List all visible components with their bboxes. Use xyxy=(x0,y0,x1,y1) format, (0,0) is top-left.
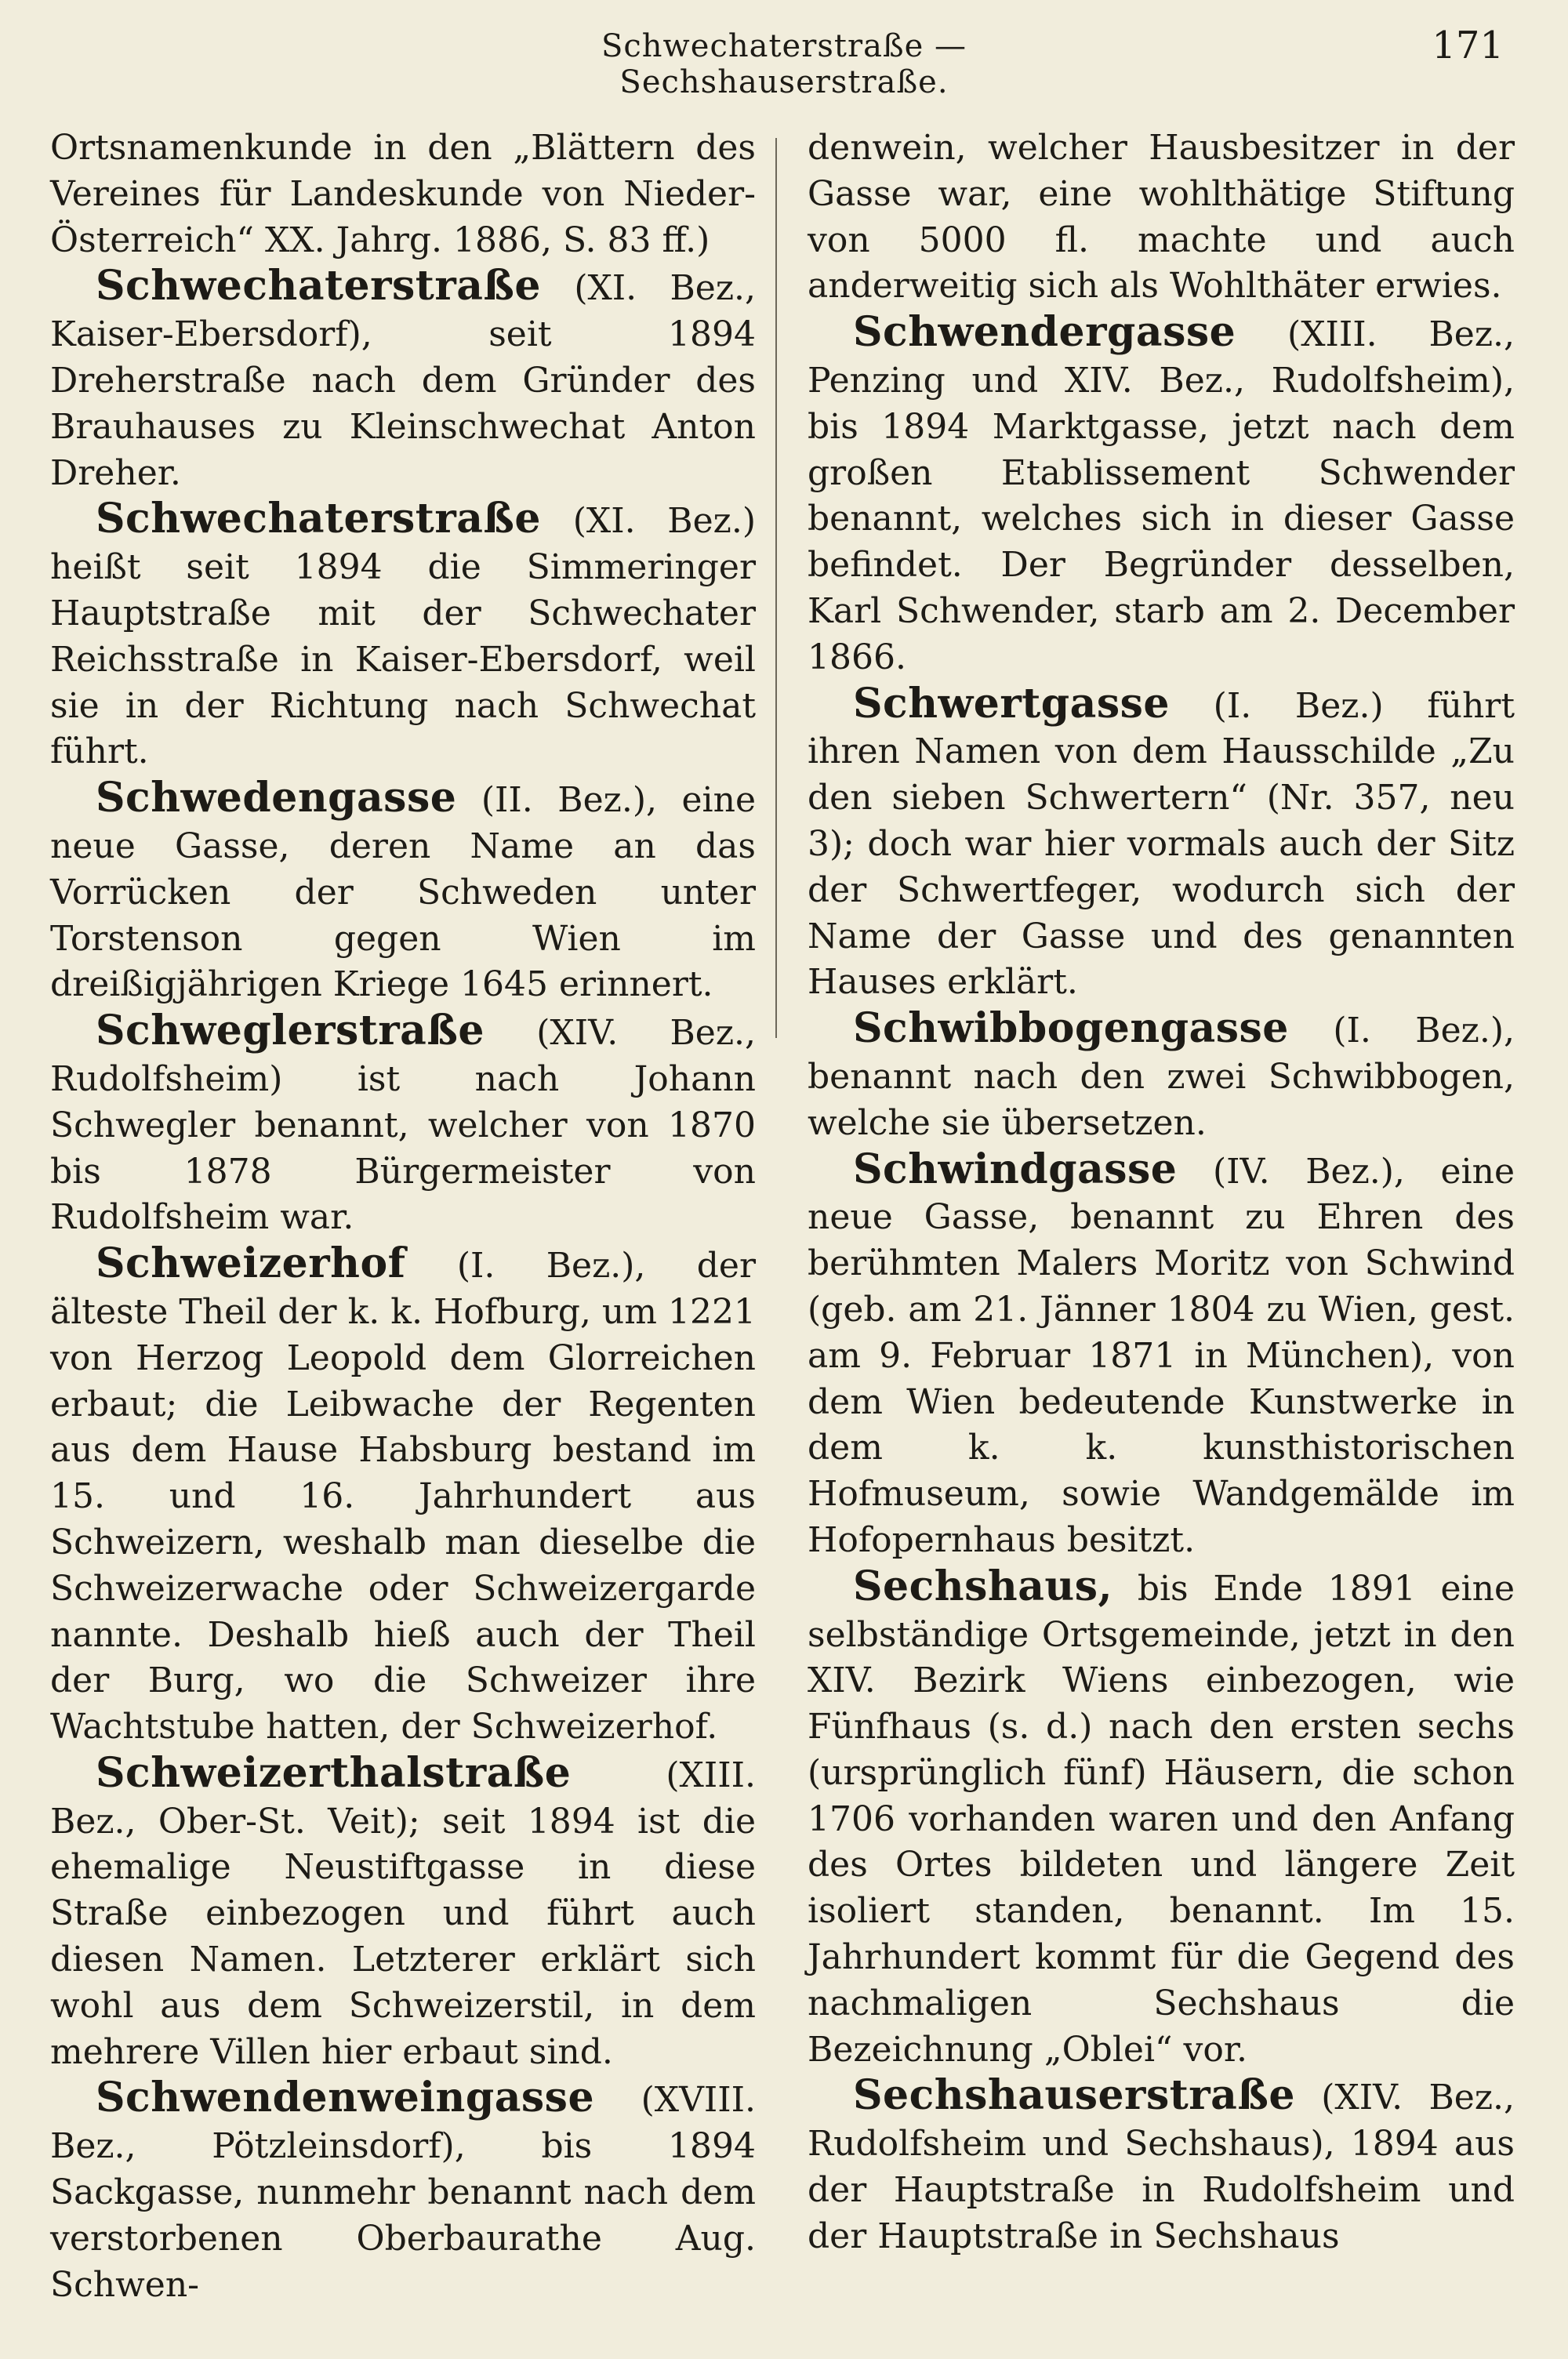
entry-schweizerhof xyxy=(50,1241,756,1751)
continuation-text: denwein, welcher Hausbesitzer in der Gasse war, eine wohlthätige Stiftung von 5000 fl. machte und auch anderweitig sich als Wohlthäter erwies. xyxy=(808,128,1515,307)
entry-schweglerstrasse xyxy=(50,1008,756,1241)
headword: Schweizerhof xyxy=(96,1239,406,1288)
entry-sechshauserstrasse xyxy=(808,2073,1515,2259)
entry-text: (I. Bez.), benannt nach den zwei Schwibbogen, welche sie übersetzen. xyxy=(808,1011,1515,1143)
page-number: 171 xyxy=(1432,24,1504,67)
entry-text: (XVIII. Bez., Pötzleinsdorf), bis 1894 Sackgasse, nunmehr benannt nach dem verstorbenen Oberbaurathe Aug. Schwen- xyxy=(50,2080,756,2305)
headword: Schwechaterstraße xyxy=(96,495,542,543)
entry-text: (XIII. Bez., Penzing und XIV. Bez., Rudolfsheim), bis 1894 Marktgasse, jetzt nach dem großen Etablissement Schwender benannt, welches sich in dieser Gasse befindet. Der Begründer desselben, Karl Schwender, starb am 2. December 1866. xyxy=(808,314,1515,677)
entry-schwindgasse xyxy=(808,1147,1515,1564)
headword: Schwibbogengasse xyxy=(853,1004,1289,1053)
headword: Schwedengasse xyxy=(96,774,457,822)
entry-text: (XIV. Bez., Rudolfsheim und Sechshaus), 1894 aus der Hauptstraße in Rudolfsheim und der Hauptstraße in Sechshaus xyxy=(808,2078,1515,2256)
entry-schwertgasse xyxy=(808,681,1515,1007)
entry-text: (XI. Bez.) heißt seit 1894 die Simmeringer Hauptstraße mit der Schwechater Reichsstraße in Kaiser-Ebersdorf, weil sie in der Richtung nach Schwechat führt. xyxy=(50,501,756,772)
continuation-text: Ortsnamenkunde in den „Blättern des Vereines für Landeskunde von Nieder-Österreich“ XX. Jahrg. 1886, S. 83 ff.) xyxy=(50,128,756,260)
entry-text: (XI. Bez., Kaiser-Ebersdorf), seit 1894 Dreherstraße nach dem Gründer des Brauhauses zu Kleinschwechat Anton Dreher. xyxy=(50,268,756,493)
left-column xyxy=(50,125,756,2308)
entry-text: (II. Bez.), eine neue Gasse, deren Name an das Vorrücken der Schweden unter Torstenson gegen Wien im dreißigjährigen Kriege 1645 erinnert. xyxy=(50,780,756,1005)
headword: Schwertgasse xyxy=(853,679,1170,728)
headword: Schwechaterstraße xyxy=(96,262,542,310)
entry-text: bis Ende 1891 eine selbständige Ortsgemeinde, jetzt in den XIV. Bezirk Wiens einbezogen, wie Fünfhaus (s. d.) nach den ersten sechs (ursprünglich fünf) Häusern, die schon 1706 vorhanden waren und den Anfang des Ortes bildeten und längere Zeit isoliert standen, benannt. Im 15. Jahrhundert kommt für die Gegend des nachmaligen Sechshaus die Bezeichnung „Oblei“ vor. xyxy=(808,1568,1515,2070)
entry-schweizerthalstrasse xyxy=(50,1748,756,2076)
entry-sechshaus xyxy=(808,1564,1515,2074)
entry-schwendenweingasse xyxy=(50,2075,756,2308)
entry-text: (I. Bez.), der älteste Theil der k. k. Hofburg, um 1221 von Herzog Leopold dem Glorreichen erbaut; die Leibwache der Regenten aus dem Hause Habsburg bestand im 15. und 16. Jahrhundert aus Schweizern, weshalb man dieselbe die Schweizerwache oder Schweizergarde nannte. Deshalb hieß auch der Theil der Burg, wo die Schweizer ihre Wachtstube hatten, der Schweizerhof. xyxy=(50,1246,756,1747)
entry-schwendergasse xyxy=(808,310,1515,680)
headword: Sechshaus, xyxy=(853,1562,1113,1610)
entry-schwedengasse xyxy=(50,775,756,1008)
column-divider xyxy=(775,138,777,1038)
headword: Sechshauserstraße xyxy=(853,2071,1295,2120)
headword: Schwindgasse xyxy=(853,1145,1178,1193)
entry-text: (I. Bez.) führt ihren Namen von dem Hausschilde „Zu den sieben Schwertern“ (Nr. 357, neu 3); doch war hier vormals auch der Sitz der Schwertfeger, wodurch sich der Name der Gasse und des genannten Hauses erklärt. xyxy=(808,685,1515,1003)
right-column xyxy=(808,125,1515,2260)
running-head: Schwechaterstraße — Sechshauserstraße. xyxy=(601,28,967,100)
entry-text: (XIV. Bez., Rudolfsheim) ist nach Johann Schwegler benannt, welcher von 1870 bis 1878 Bürgermeister von Rudolfsheim war. xyxy=(50,1013,756,1238)
headword: Schweglerstraße xyxy=(96,1007,485,1055)
entry-schwechaterstrasse-1 xyxy=(50,263,756,496)
entry-text: (IV. Bez.), eine neue Gasse, benannt zu Ehren des berühmten Malers Moritz von Schwind (geb. am 21. Jänner 1804 zu Wien, gest. am 9. Februar 1871 in München), von dem Wien bedeutende Kunstwerke in dem k. k. kunsthistorischen Hofmuseum, sowie Wandgemälde im Hofopernhaus besitzt. xyxy=(808,1151,1515,1560)
entry-text: (XIII. Bez., Ober-St. Veit); seit 1894 ist die ehemalige Neustiftgasse in diese Straße einbezogen und führt auch diesen Namen. Letzterer erklärt sich wohl aus dem Schweizerstil, in dem mehrere Villen hier erbaut sind. xyxy=(50,1755,756,2072)
entry-schwibbogengasse xyxy=(808,1006,1515,1146)
entry-schwechaterstrasse-2 xyxy=(50,496,756,775)
headword: Schwendenweingasse xyxy=(96,2074,595,2122)
headword: Schwendergasse xyxy=(853,308,1236,357)
headword: Schweizerthalstraße xyxy=(96,1748,572,1797)
